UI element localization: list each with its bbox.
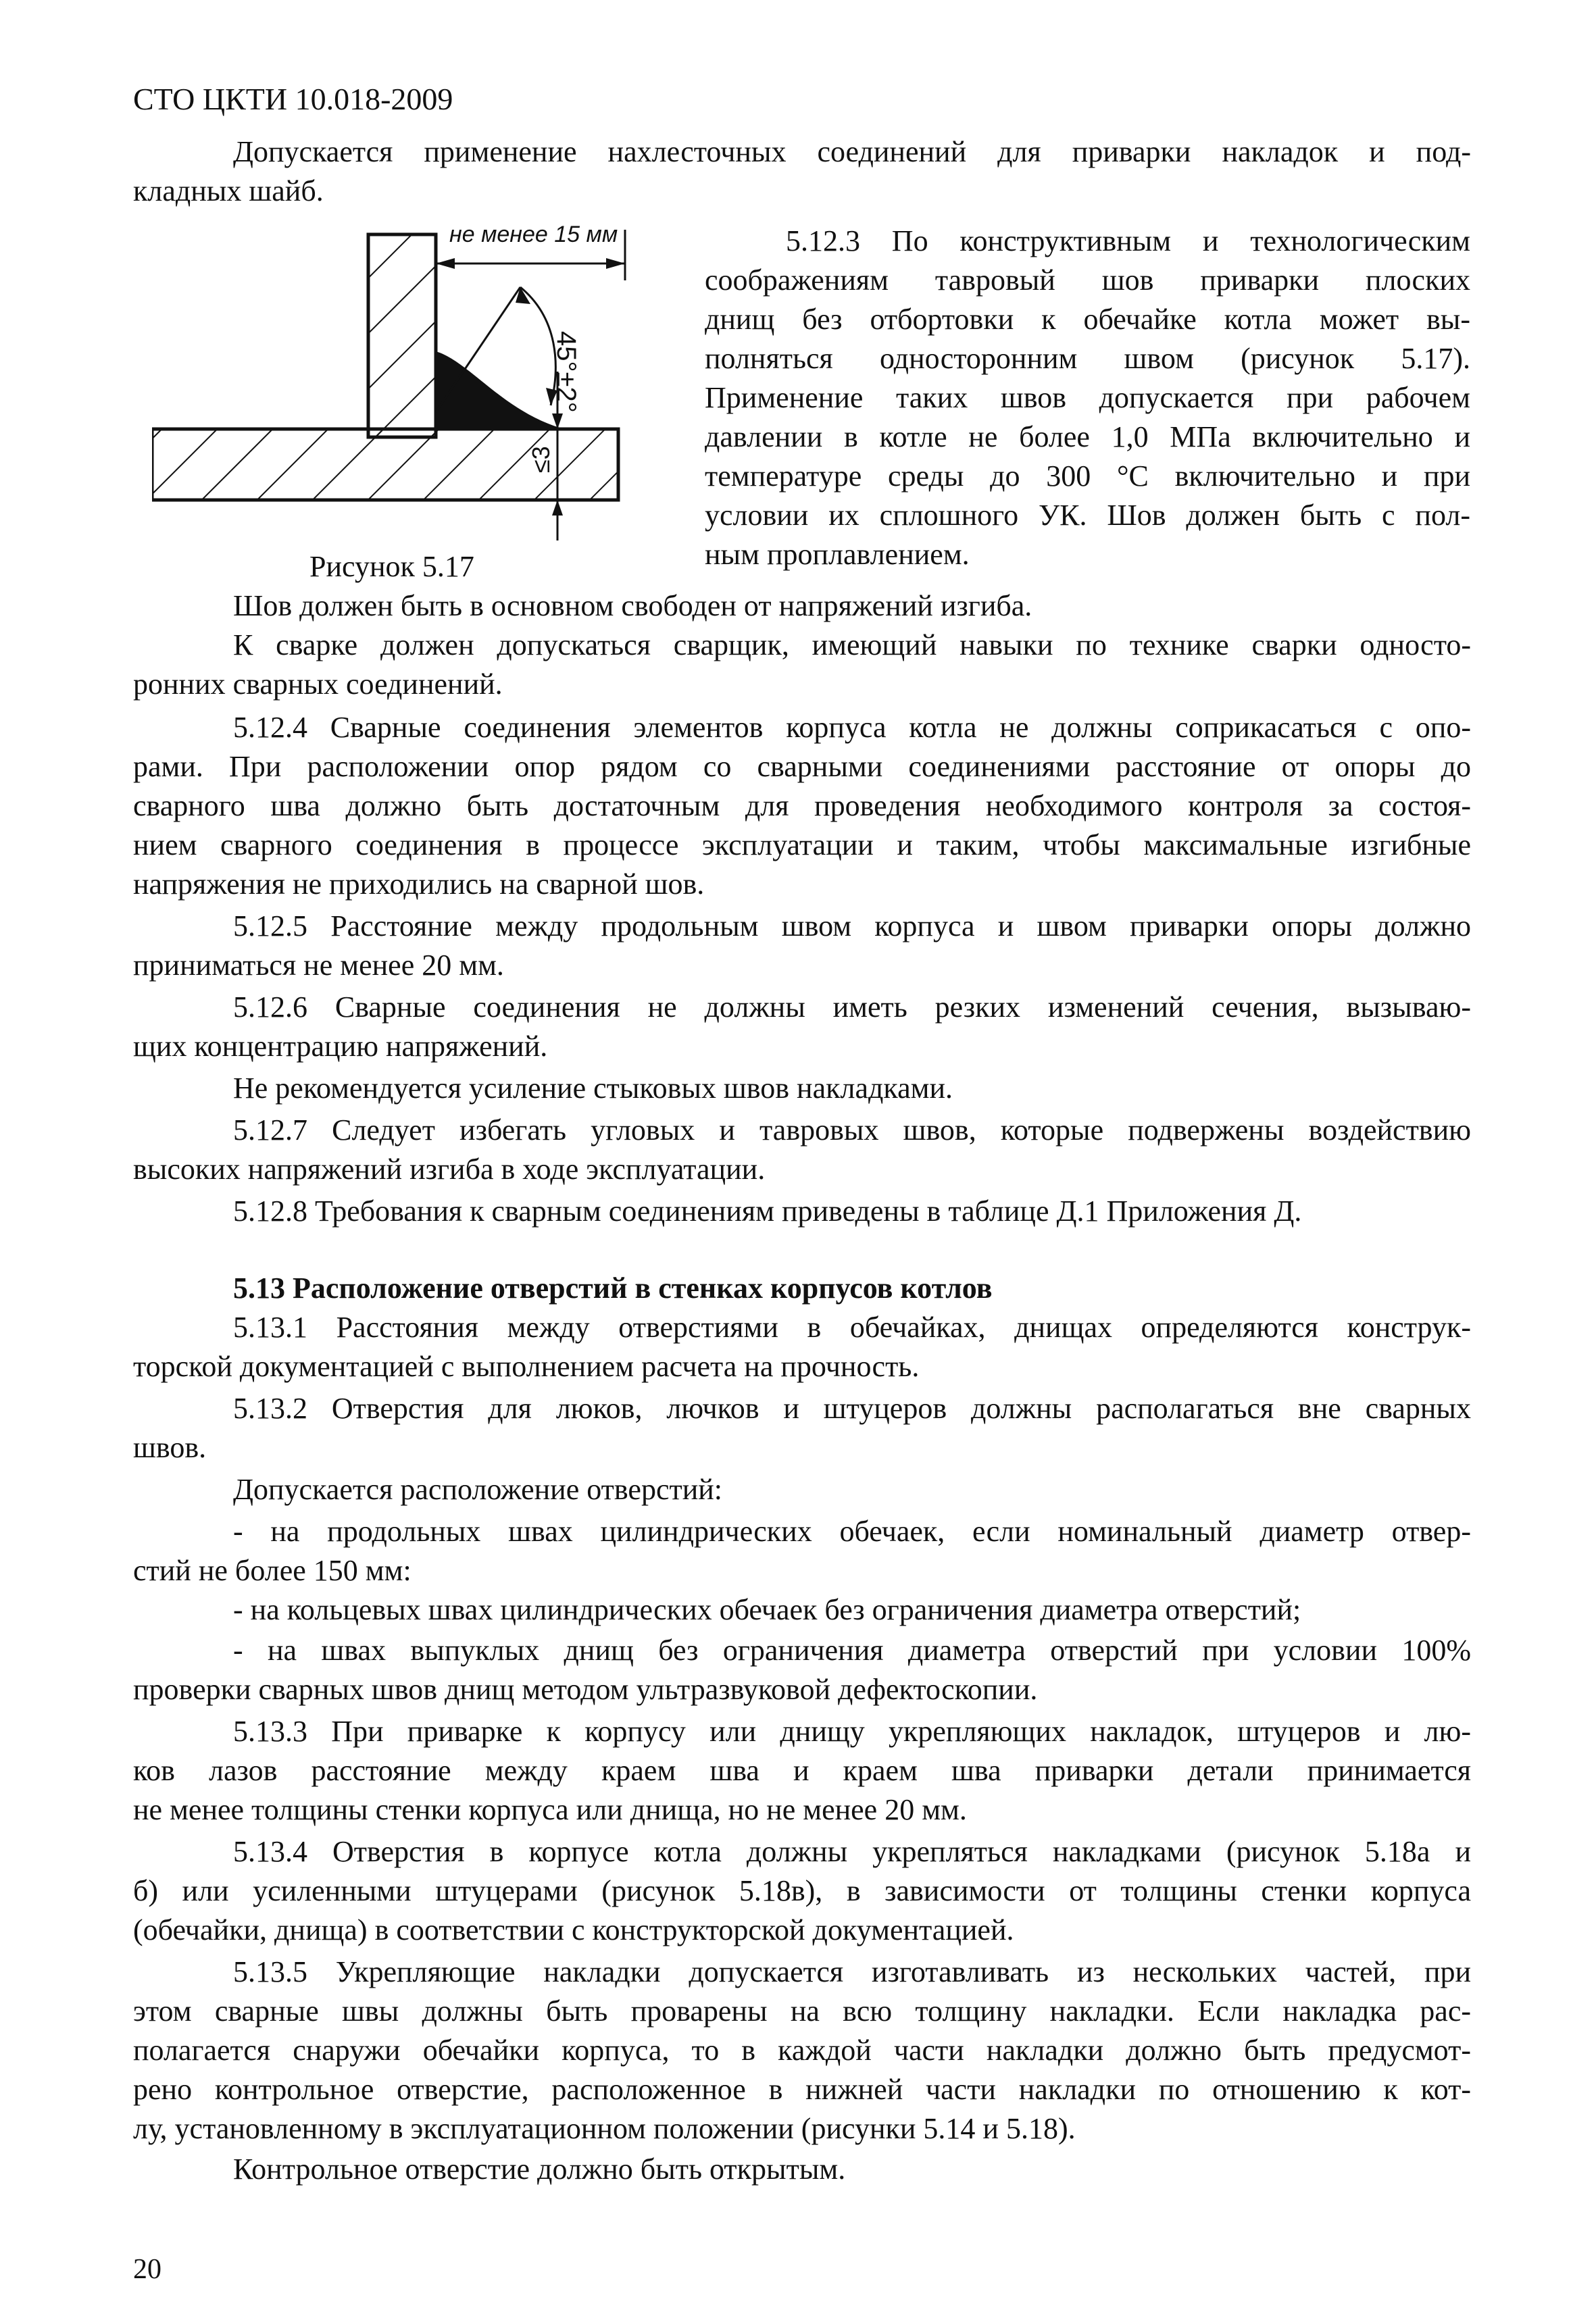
text-line: б) или усиленными штуцерами (рисунок 5.18в), в зависимости от толщины стенки корпуса <box>133 1874 1471 1907</box>
text-line: давлении в котле не более 1,0 МПа включительно и <box>705 420 1470 453</box>
text-line: температуре среды до 300 °С включительно и при <box>705 459 1470 493</box>
text-line: 5.13.2 Отверстия для люков, лючков и штуцеров должны располагаться вне сварных <box>233 1392 1471 1425</box>
text-line: проверки сварных швов днищ методом ультразвуковой дефектоскопии. <box>133 1673 1038 1706</box>
text-line: сварного шва должно быть достаточным для проведения необходимого контроля за состоя- <box>133 789 1471 822</box>
text-line: Шов должен быть в основном свободен от напряжений изгиба. <box>233 589 1032 622</box>
text-line: этом сварные швы должны быть проварены на всю толщину накладки. Если накладка рас- <box>133 1994 1471 2028</box>
text-line: - на кольцевых швах цилиндрических обечаек без ограничения диаметра отверстий; <box>233 1593 1301 1626</box>
weld-bead <box>436 351 564 429</box>
text-line: Применение таких швов допускается при рабочем <box>705 381 1470 414</box>
text-line: рами. При расположении опор рядом со сварными соединениями расстояние от опоры до <box>133 750 1471 783</box>
text-line: К сварке должен допускаться сварщик, имеющий навыки по технике сварки односто- <box>233 628 1471 661</box>
text-line: полняться односторонним швом (рисунок 5.17). <box>705 342 1470 375</box>
text-line: 5.13.5 Укрепляющие накладки допускается изготавливать из нескольких частей, при <box>233 1955 1471 1988</box>
text-line: 5.13.3 При приварке к корпусу или днищу укрепляющих накладок, штуцеров и лю- <box>233 1715 1471 1748</box>
text-line: (обечайки, днища) в соответствии с конструкторской документацией. <box>133 1913 1014 1946</box>
text-line: 5.12.5 Расстояние между продольным швом корпуса и швом приварки опоры должно <box>233 909 1471 942</box>
text-line: - на продольных швах цилиндрических обечаек, если номинальный диаметр отвер- <box>233 1515 1471 1548</box>
text-line: днищ без отбортовки к обечайке котла может вы- <box>705 303 1470 336</box>
text-line: 5.12.8 Требования к сварным соединениям приведены в таблице Д.1 Приложения Д. <box>233 1194 1302 1228</box>
text-line: ков лазов расстояние между краем шва и краем шва приварки детали принимается <box>133 1754 1471 1787</box>
text-line: Контрольное отверстие должно быть открытым. <box>233 2153 846 2186</box>
text-line: полагается снаружи обечайки корпуса, то в каждой части накладки должно быть предусмот- <box>133 2034 1471 2067</box>
text-line: кладных шайб. <box>133 174 324 207</box>
text-line: Допускается применение нахлесточных соединений для приварки накладок и под- <box>233 135 1471 168</box>
text-line: 5.12.3 По конструктивным и технологическим <box>786 224 1470 257</box>
page-number: 20 <box>133 2254 161 2285</box>
vertical-plate <box>368 234 436 437</box>
text-line: 5.12.6 Сварные соединения не должны иметь резких изменений сечения, вызываю- <box>233 990 1471 1024</box>
dim-angle-label: 45°±2° <box>551 331 581 413</box>
figure-caption: Рисунок 5.17 <box>309 550 474 583</box>
text-line: приниматься не менее 20 мм. <box>133 949 504 982</box>
text-line: 5.13.4 Отверстия в корпусе котла должны укрепляться накладками (рисунок 5.18а и <box>233 1835 1471 1868</box>
text-line: щих концентрацию напряжений. <box>133 1030 548 1063</box>
text-line: - на швах выпуклых днищ без ограничения диаметра отверстий при условии 100% <box>233 1634 1471 1667</box>
text-line: ным проплавлением. <box>705 538 970 571</box>
text-line: напряжения не приходились на сварной шов. <box>133 867 705 901</box>
text-line: 5.12.7 Следует избегать угловых и тавровых швов, которые подвержены воздействию <box>233 1113 1471 1147</box>
text-line: Не рекомендуется усиление стыковых швов накладками. <box>233 1072 953 1105</box>
text-line: ронних сварных соединений. <box>133 668 503 701</box>
text-line: 5.13.1 Расстояния между отверстиями в обечайках, днищах определяются конструк- <box>233 1311 1471 1344</box>
text-line: высоких напряжений изгиба в ходе эксплуатации. <box>133 1153 766 1186</box>
text-line: 5.12.4 Сварные соединения элементов корпуса котла не должны соприкасаться с опо- <box>233 711 1471 744</box>
section-heading: 5.13 Расположение отверстий в стенках корпусов котлов <box>233 1272 993 1305</box>
text-line: соображениям тавровый шов приварки плоских <box>705 263 1470 297</box>
text-line: нием сварного соединения в процессе эксплуатации и таким, чтобы максимальные изгибные <box>133 828 1471 861</box>
document-code: СТО ЦКТИ 10.018-2009 <box>133 82 453 116</box>
text-line: торской документацией с выполнением расчета на прочность. <box>133 1350 920 1383</box>
text-line: лу, установленному в эксплуатационном положении (рисунки 5.14 и 5.18). <box>133 2112 1076 2145</box>
text-line: рено контрольное отверстие, расположенное в нижней части накладки по отношению к кот- <box>133 2073 1471 2106</box>
text-line: стий не более 150 мм: <box>133 1554 412 1587</box>
dim-width-label: не менее 15 мм <box>449 222 618 247</box>
text-line: Допускается расположение отверстий: <box>233 1473 723 1506</box>
text-line: швов. <box>133 1431 207 1464</box>
text-line: не менее толщины стенки корпуса или днища, но не менее 20 мм. <box>133 1793 967 1826</box>
weld-figure-5-17 <box>152 216 652 554</box>
text-line: условии их сплошного УК. Шов должен быть с пол- <box>705 499 1470 532</box>
dim-gap-label: ≤3 <box>527 446 555 473</box>
